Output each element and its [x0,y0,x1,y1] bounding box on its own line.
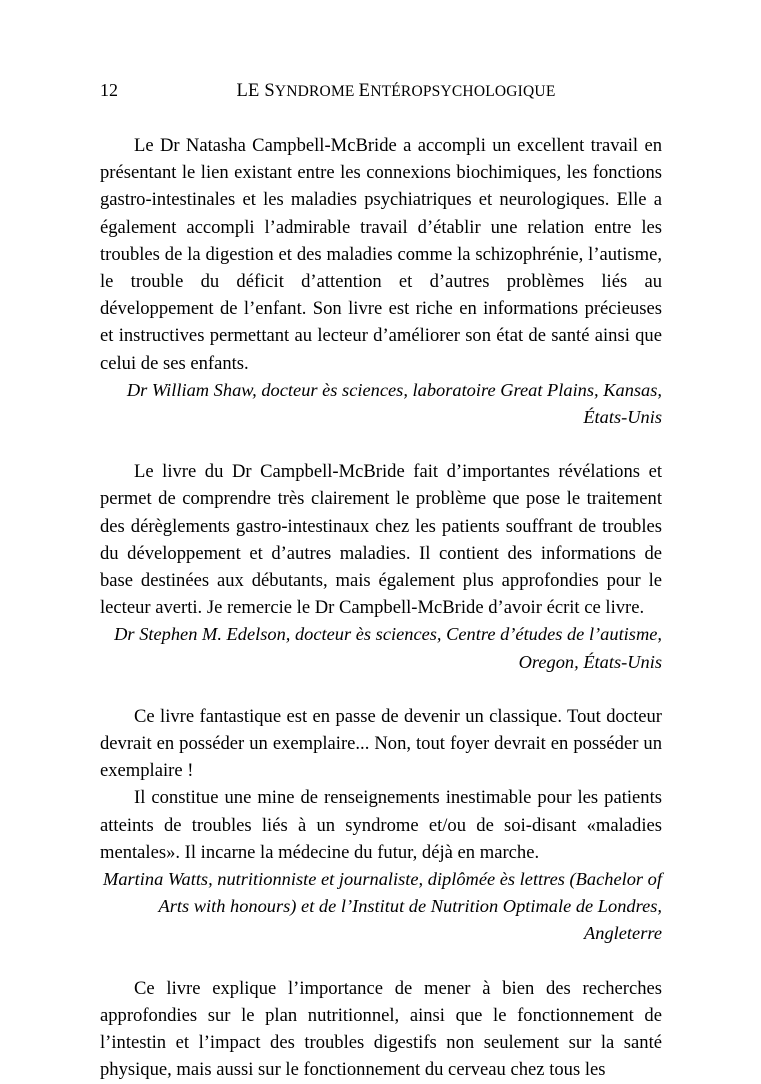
paragraph: Le Dr Natasha Campbell-McBride a accompli un excellent travail en présentant le lien existant entre les connexions biochimiques, les fonctions gastro-intestinales et les maladies psychiatriques et neurologiques. Elle a également accompli l’admirable travail d’établir une relation entre les troubles de la digestion et des maladies comme la schizophrénie, l’autisme, le trouble du déficit d’attention et d’autres problèmes liés au développement de l’enfant. Son livre est riche en informations précieuses et instructives permettant au lecteur d’améliorer son état de santé ainsi que celui de ses enfants. [100,135,662,374]
testimonial-block [100,458,662,676]
running-title [160,81,662,102]
page-number: 12 [100,80,118,100]
paragraph: Il constitue une mine de renseignements inestimable pour les patients atteints de troubles liés à un syndrome et/ou de soi-disant «maladies mentales». Il incarne la médecine du futur, déjà en marche. [100,787,662,863]
running-title-rest2: NTÉROPSYCHOLOGIQUE [370,83,556,100]
running-title-rest1: YNDROME [274,83,359,100]
page-header [100,80,662,102]
paragraph: Ce livre explique l’importance de mener à bien des recherches approfondies sur le plan nutritionnel, ainsi que le fonctionnement de l’intestin et l’impact des troubles digestifs non seulement sur la santé physique, mais aussi sur le fonctionnement du cerveau chez tous les [100,977,662,1081]
testimonial-block [100,132,662,431]
page-body [100,132,662,1084]
testimonial-block [100,703,662,948]
attribution: Dr Stephen M. Edelson, docteur ès sciences, Centre d’études de l’autisme, Oregon, États-Unis [114,624,662,672]
attribution: Dr William Shaw, docteur ès sciences, laboratoire Great Plains, Kansas, États-Unis [126,379,662,428]
running-title-first: LE S [236,81,275,101]
testimonial-block [100,975,662,1084]
paragraph: Le livre du Dr Campbell-McBride fait d’importantes révélations et permet de comprendre très clairement le problème que pose le traitement des dérèglements gastro-intestinaux chez les patients souffrant de troubles du développement et d’autres maladies. Il contient des informations de base destinées aux débutants, mais également plus approfondies pour le lecteur averti. Je remercie le Dr Campbell-McBride d’avoir écrit ce livre. [100,461,662,619]
paragraph: Ce livre fantastique est en passe de devenir un classique. Tout docteur devrait en posséder un exemplaire... Non, tout foyer devrait en posséder un exemplaire ! [100,705,662,782]
running-title-secondcap: E [358,81,371,101]
attribution: Martina Watts, nutritionniste et journaliste, diplômée ès lettres (Bachelor of Arts with honours) et de l’Institut de Nutrition Optimale de Londres, Angleterre [103,869,662,944]
